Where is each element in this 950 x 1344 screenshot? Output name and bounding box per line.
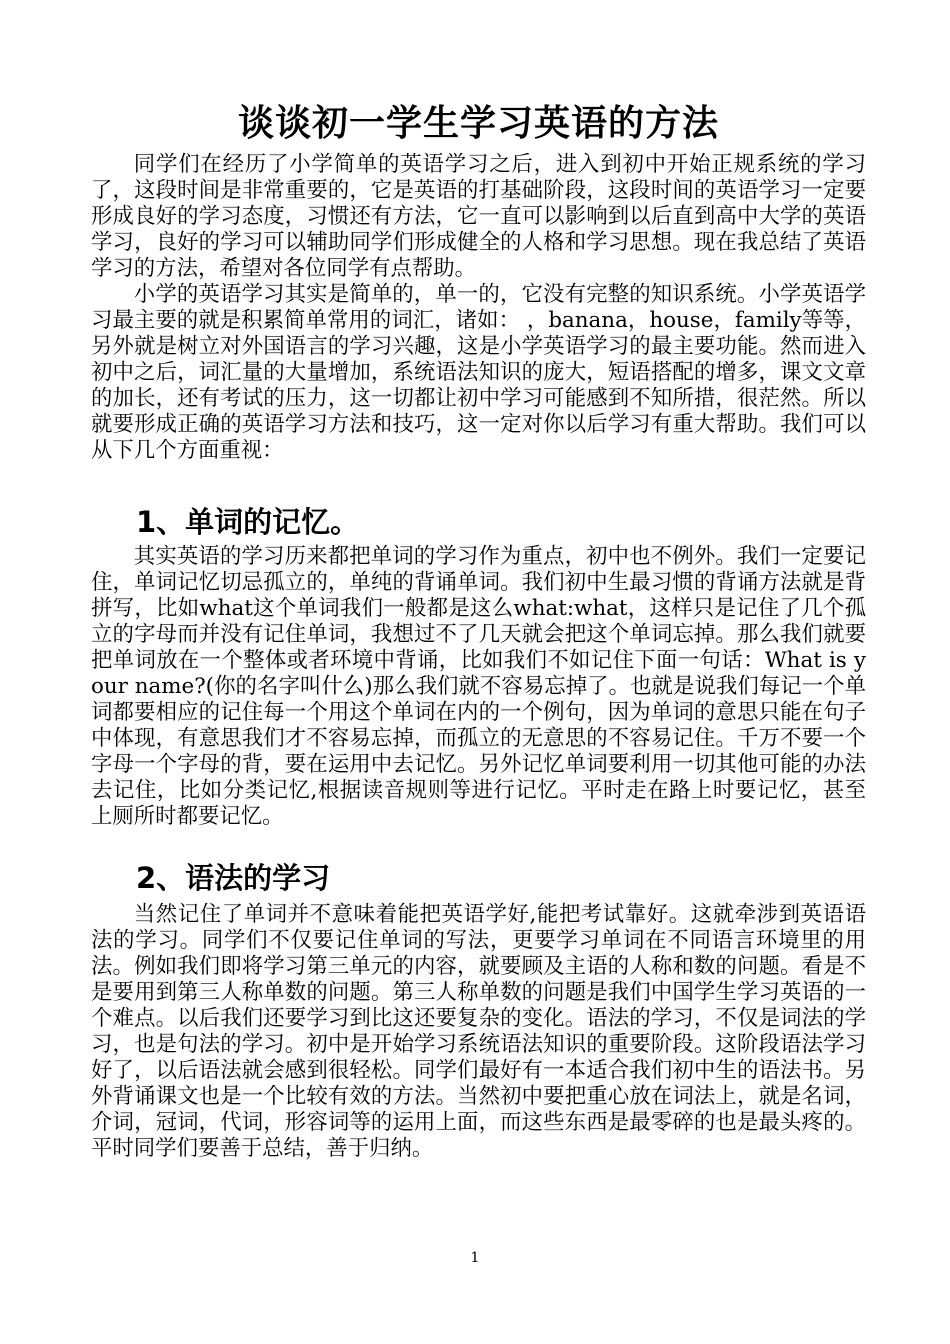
document-title: 谈谈初一学生学习英语的方法 [237, 103, 719, 144]
document-page [91, 96, 866, 1162]
section-heading-vocabulary: 1、单词的记忆。 [136, 505, 360, 539]
page-number: 1 [470, 1250, 480, 1266]
section-heading-grammar: 2、语法的学习 [136, 861, 331, 895]
intro-paragraph-1: 同学们在经历了小学简单的英语学习之后，进入到初中开始正规系统的学习了，这段时间是非常重要的，它是英语的打基础阶段，这段时间的英语学习一定要形成良好的学习态度，习惯还有方法，它一直可以影响到以后直到高中大学的英语学习，良好的学习可以辅助同学们形成健全的人格和学习思想。现在我总结了英语学习的方法，希望对各位同学有点帮助。 [91, 152, 866, 281]
section-body-vocabulary: 其实英语的学习历来都把单词的学习作为重点，初中也不例外。我们一定要记住，单词记忆切忌孤立的，单纯的背诵单词。我们初中生最习惯的背诵方法就是背拼写，比如what这个单词我们一般都是这么what:what，这样只是记住了几个孤立的字母而并没有记住单词，我想过不了几天就会把这个单词忘掉。那么我们就要把单词放在一个整体或者环境中背诵，比如我们不如记住下面一句话：What is your name?(你的名字叫什么)那么我们就不容易忘掉了。也就是说我们每记一个单词都要相应的记住每一个用这个单词在内的一个例句，因为单词的意思只能在句子中体现，有意思我们才不容易忘掉，而孤立的无意思的不容易记住。千万不要一个字母一个字母的背，要在运用中去记忆。另外记忆单词要利用一切其他可能的办法去记住，比如分类记忆,根据读音规则等进行记忆。平时走在路上时要记忆，甚至上厕所时都要记忆。 [91, 544, 866, 829]
intro-paragraph-2: 小学的英语学习其实是简单的，单一的，它没有完整的知识系统。小学英语学习最主要的就是积累简单常用的词汇，诸如： ，banana，house，family等等，另外就是树立对外国语言的学习兴趣，这是小学英语学习的最主要功能。然而进入初中之后，词汇量的大量增加，系统语法知识的庞大，短语搭配的增多，课文文章的加长，还有考试的压力，这一切都让初中学习可能感到不知所措，很茫然。所以就要形成正确的英语学习方法和技巧，这一定对你以后学习有重大帮助。我们可以从下几个方面重视： [91, 282, 866, 463]
section-body-grammar: 当然记住了单词并不意味着能把英语学好,能把考试靠好。这就牵涉到英语语法的学习。同学们不仅要记住单词的写法，更要学习单词在不同语言环境里的用法。例如我们即将学习第三单元的内容，就要顾及主语的人称和数的问题。看是不是要用到第三人称单数的问题。第三人称单数的问题是我们中国学生学习英语的一个难点。以后我们还要学习到比这还要复杂的变化。语法的学习，不仅是词法的学习，也是句法的学习。初中是开始学习系统语法知识的重要阶段。这阶段语法学习好了，以后语法就会感到很轻松。同学们最好有一本适合我们初中生的语法书。另外背诵课文也是一个比较有效的方法。当然初中要把重心放在词法上，就是名词，介词，冠词，代词，形容词等的运用上面，而这些东西是最零碎的也是最头疼的。平时同学们要善于总结，善于归纳。 [91, 902, 866, 1161]
